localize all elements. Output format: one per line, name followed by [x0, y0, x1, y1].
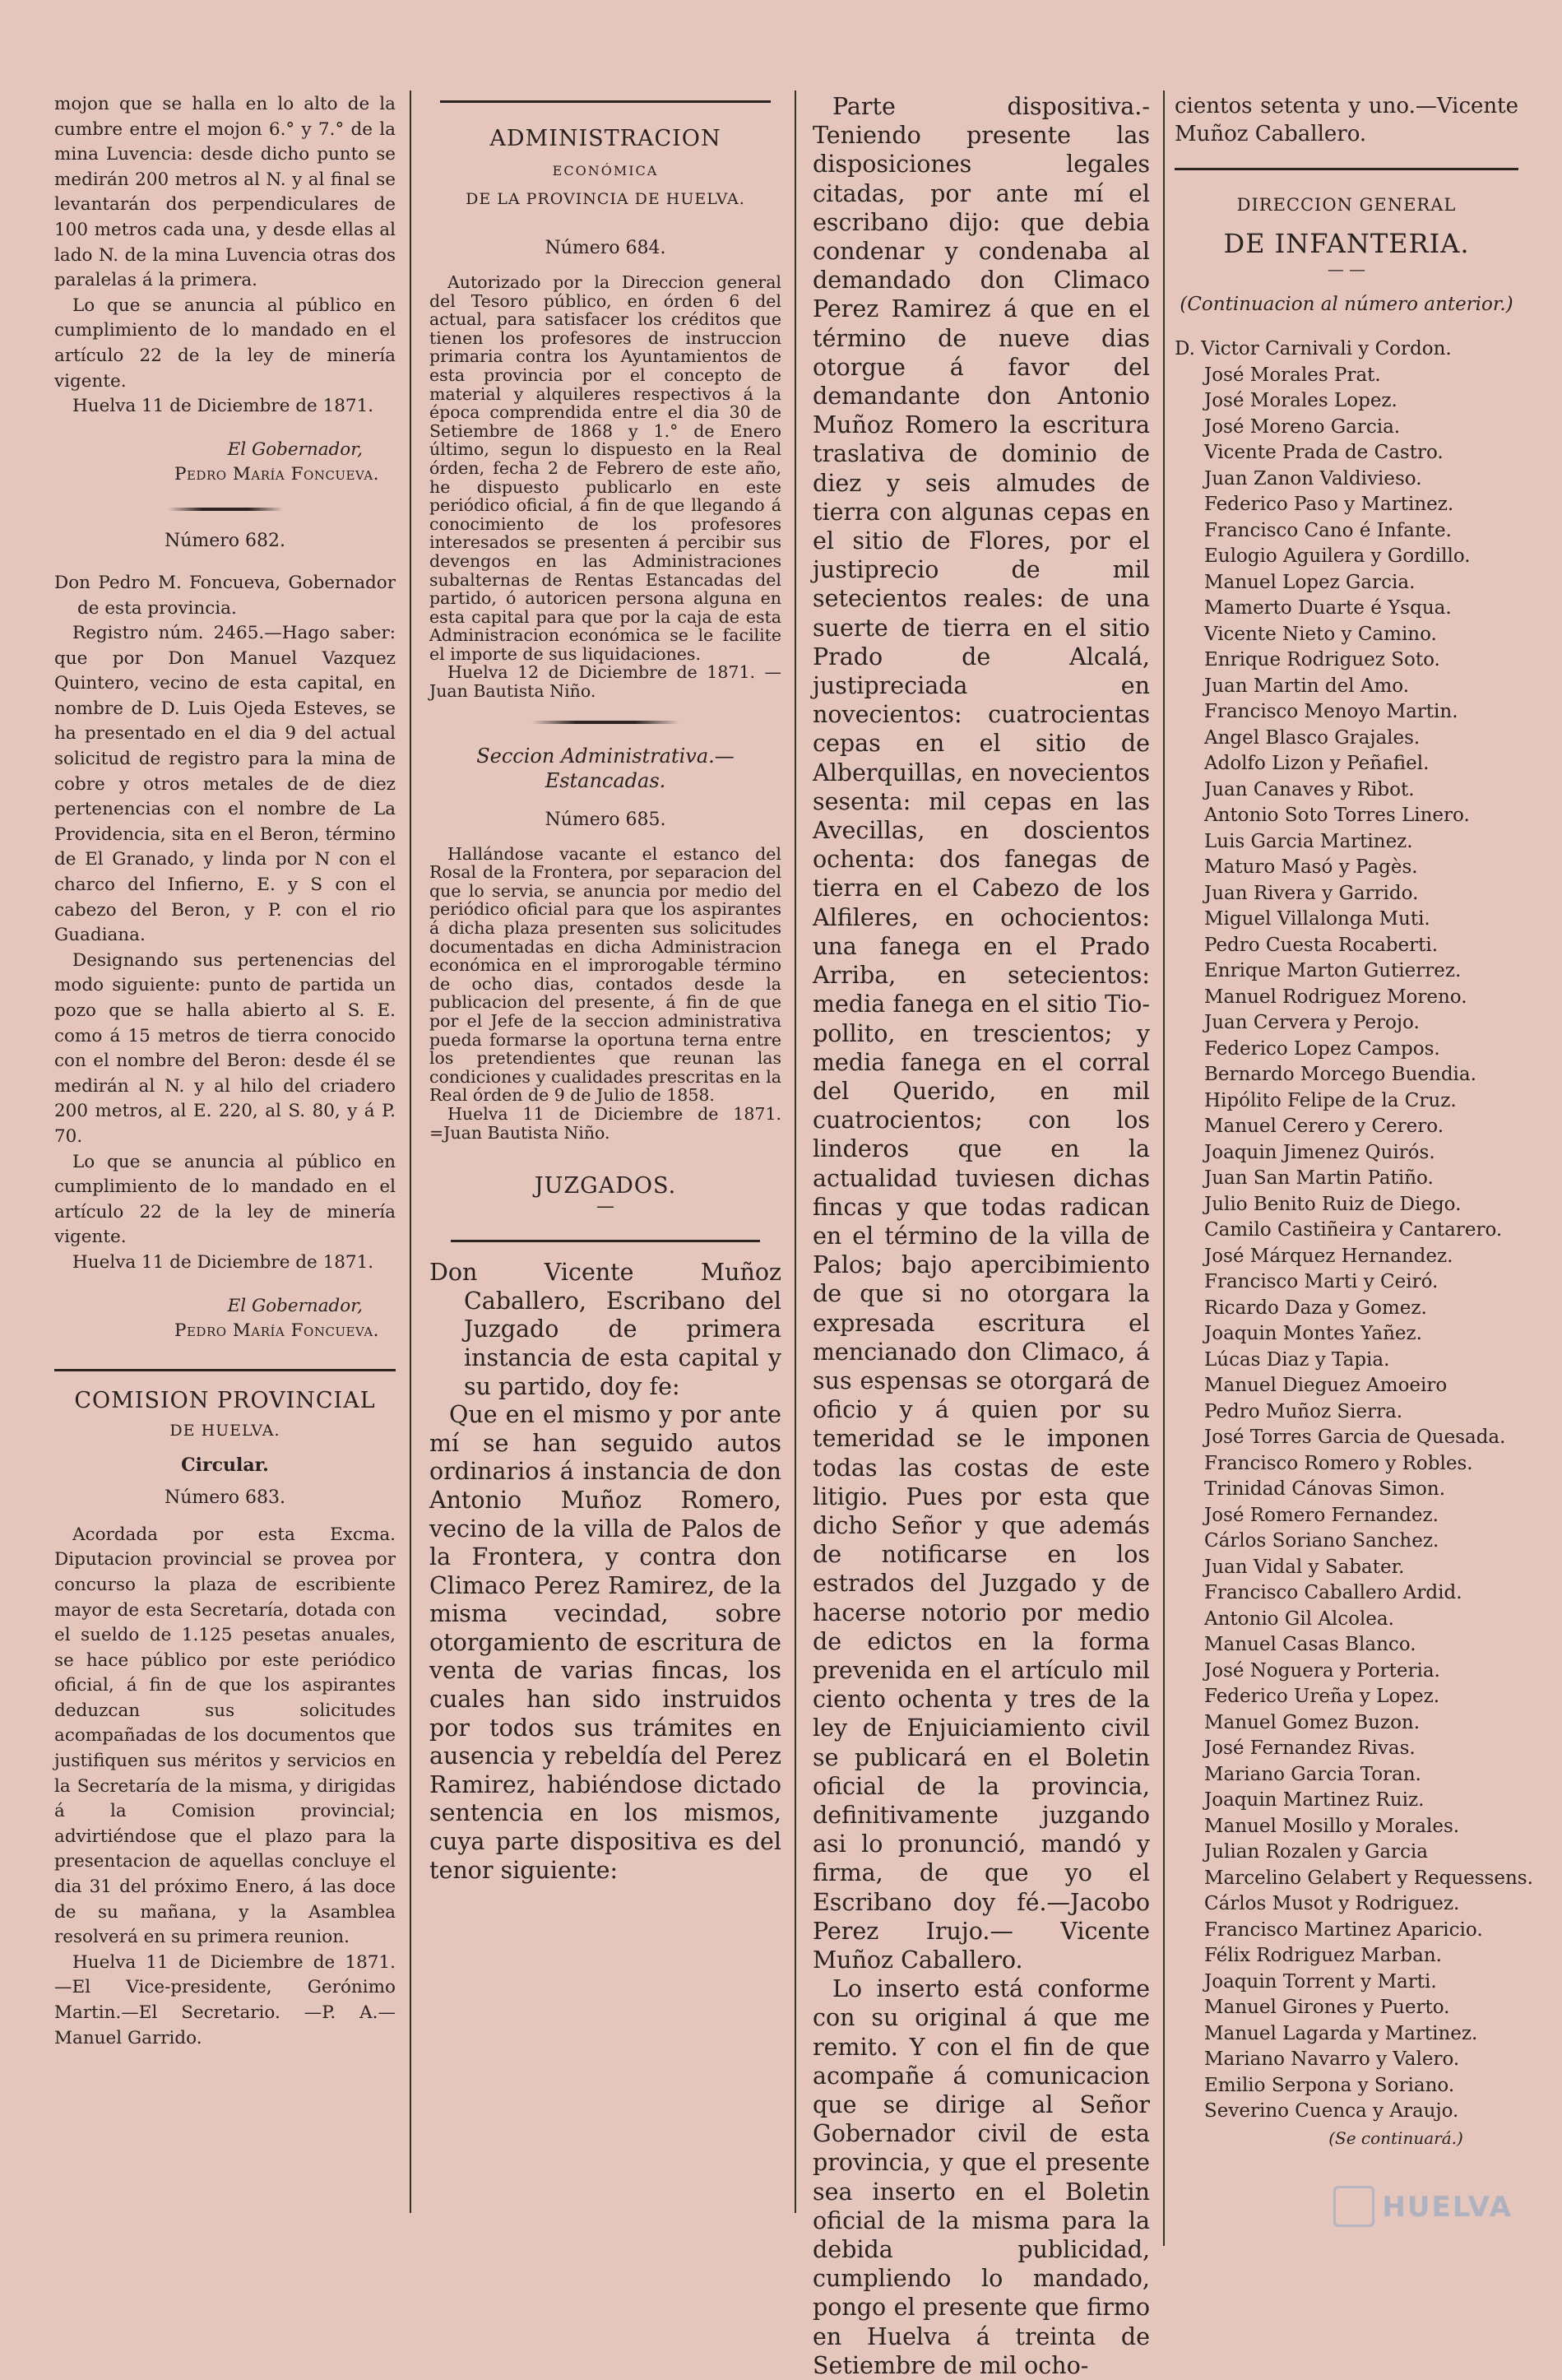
governor-title: El Gobernador,: [227, 438, 363, 460]
officer-name: Angel Blasco Grajales.: [1204, 726, 1421, 749]
officer-name: Mariano Garcia Toran.: [1204, 1763, 1421, 1785]
officer-name: Adolfo Lizon y Peñafiel.: [1204, 753, 1430, 774]
officer-name: Manuel Lopez Garcia.: [1204, 571, 1416, 593]
notice-number: Número 683.: [164, 1487, 286, 1508]
officer-name: Manuel Lagarda y Martinez.: [1204, 2022, 1478, 2044]
officer-name: Pedro Muñoz Sierra.: [1204, 1400, 1403, 1422]
certification-text: Lo inserto está conforme con su original á que me remito. Y con el fin de que acompañe á comunicacion que se dirige al Señor Gobernador civil de esta provincia, y que el presente sea inserto en el Boletin oficial de la misma para la debida publicidad, cumpliendo lo mandado, pongo el presente que firmo en Huelva á treinta de Setiembre de mil ocho-: [813, 1975, 1150, 2379]
judgment-text: Que en el mismo y por ante mí se han seguido autos ordinarios á instancia de don Antonio Muñoz Romero, vecino de la villa de Palos de la Frontera, y contra don Climaco Perez Ramirez, de la misma vecindad, sobre otorgamiento de escritura de venta de varias fincas, los cuales han sido instruidos por todos sus trámites en ausencia y rebeldía del Perez Ramirez, habiéndose dictado sentencia en los mismos, cuya parte dispositiva es del tenor siguiente:: [429, 1401, 781, 1884]
notary-closing: cientos setenta y uno.—Vicente Muñoz Caballero.: [1175, 94, 1518, 146]
officer-name: Antonio Gil Alcolea.: [1204, 1608, 1394, 1630]
registry-text: Registro núm. 2465.—Hago saber: que por Don Manuel Vazquez Quintero, vecino de esta capital, en nombre de D. Luis Ojeda Esteves, se ha presentado en el dia 9 del actual solicitud de registro para la mina de cobre y otros metales de de diez pertenencias con el nombre de La Providencia, sita en el Beron, término de El Granado, y linda por N con el charco del Infierno, E. y S con el cabezo del Beron, y P. con el rio Guadiana.: [54, 623, 396, 946]
estanco-text: Hallándose vacante el estanco del Rosal de la Frontera, por separacion del que lo servia, se anuncia por medio del periódico oficial para que los aspirantes á dicha plaza presenten sus solicitudes documentadas en dicha Administracion económica en el improrogable término de ocho dias, contados desde la publicacion del presente, á fin de que por el Jefe de la seccion administrativa pueda formarse la oportuna terna entre los pretendientes que reunan las condiciones y cualidades prescritas en la Real órden de 9 de Julio de 1858.: [429, 843, 781, 1106]
officer-list: [1175, 336, 1533, 2125]
continuation-note: (Continuacion al número anterior.): [1180, 294, 1513, 315]
officer-name: Bernardo Morcego Buendia.: [1204, 1064, 1476, 1085]
governor-signature: Pedro María Foncueva.: [174, 464, 379, 485]
officer-name: Francisco Menoyo Martin.: [1204, 701, 1458, 722]
column-divider: [410, 90, 411, 2213]
officer-name: José Noguera y Porteria.: [1204, 1659, 1440, 1682]
officer-name: Maturo Masó y Pagès.: [1204, 856, 1418, 878]
officer-name: Vicente Nieto y Camino.: [1204, 623, 1437, 645]
notice-number: Número 682.: [164, 530, 286, 551]
officer-name: Félix Rodriguez Marban.: [1204, 1945, 1442, 1966]
officer-name: Joaquin Montes Yañez.: [1204, 1323, 1422, 1344]
officer-name: José Márquez Hernandez.: [1204, 1245, 1453, 1267]
officer-name: Federico Paso y Martinez.: [1204, 494, 1454, 515]
governor-intro: Don Pedro M. Foncueva, Gobernador de esta provincia.: [54, 572, 396, 619]
officer-name: Julian Rozalen y Garcia: [1204, 1841, 1429, 1863]
officer-name: Juan Martin del Amo.: [1204, 675, 1410, 697]
officer-name: Mariano Navarro y Valero.: [1204, 2048, 1460, 2070]
officer-name: Manuel Cerero y Cerero.: [1204, 1116, 1444, 1137]
officer-name: Lúcas Diaz y Tapia.: [1204, 1348, 1390, 1371]
column-3: [813, 0, 1150, 2379]
mining-notice-1: Lo que se anuncia al público en cumplimiento de lo mandado en el artículo 22 de la ley de minería vigente.: [54, 295, 396, 392]
section-subtitle: ECONÓMICA: [552, 163, 659, 179]
date-line: Huelva 11 de Diciembre de 1871.: [72, 396, 374, 417]
officer-name: Francisco Romero y Robles.: [1204, 1452, 1473, 1474]
officer-name: Julio Benito Ruiz de Diego.: [1204, 1193, 1462, 1215]
signature-line: Huelva 12 de Diciembre de 1871. —Juan Bautista Niño.: [429, 662, 781, 702]
officer-name: Pedro Cuesta Rocaberti.: [1204, 934, 1439, 956]
ornament-rule: [531, 721, 679, 724]
column-4: [1175, 0, 1533, 2247]
column-1: [54, 0, 396, 2247]
officer-name: Hipólito Felipe de la Cruz.: [1204, 1089, 1457, 1111]
officer-name: José Romero Fernandez.: [1204, 1504, 1439, 1526]
officer-name: Miguel Villalonga Muti.: [1204, 908, 1430, 930]
section-subtitle: DE LA PROVINCIA DE HUELVA.: [466, 190, 745, 208]
officer-name: Severino Cuenca y Araujo.: [1204, 2100, 1459, 2122]
column-divider: [1163, 90, 1165, 2246]
section-subtitle: DE INFANTERIA.: [1223, 228, 1470, 259]
mining-text-1: mojon que se halla en lo alto de la cumbre entre el mojon 6.° y 7.° de la mina Luvencia: desde dicho punto se medirán 200 metros al N. y al final se levantarán dos perpendiculares de 100 metros cada una, y desde ellas al lado N. de la mina Luvencia otras dos paralelas á la primera.: [54, 94, 396, 291]
treasury-text: Autorizado por la Direccion general del Tesoro público, en órden 6 del actual, para satisfacer los créditos que tienen los profesores de instruccion primaria contra los Ayuntamientos de esta provincia por el concepto de material y alquileres respectivos á la época comprendida entre el dia 30 de Setiembre de 1868 y 1.° de Enero último, segun lo dispuesto en la Real órden, fecha 2 de Febrero de este año, he dispuesto publicarlo en este periódico oficial, á fin de que llegando á conocimiento de los profesores interesados se presenten á percibir sus devengos en las Administraciones subalternas de Rentas Estancadas del partido, ó autoricen persona alguna en esta capital para que por la caja de esta Administracion económica se le facilite el importe de sus liquidaciones.: [429, 272, 781, 664]
boundaries-text: Designando sus pertenencias del modo siguiente: punto de partida un pozo que se halla abierto al S. E. como á 15 metros de tierra conocido con el nombre del Beron: desde él se medirán al N. y al hilo del criadero 200 metros, al E. 220, al S. 80, y á P. 70.: [54, 949, 396, 1147]
officer-name: Joaquin Martinez Ruiz.: [1204, 1789, 1425, 1811]
column-divider: [795, 90, 796, 2213]
officer-name: José Torres Garcia de Quesada.: [1204, 1427, 1506, 1448]
officer-name: D. Victor Carnivali y Cordon.: [1175, 338, 1452, 360]
officer-name: Cárlos Musot y Rodriguez.: [1204, 1893, 1460, 1914]
officer-name: José Moreno Garcia.: [1204, 415, 1401, 438]
officer-name: Francisco Marti y Ceiró.: [1204, 1271, 1439, 1292]
officer-name: Juan Rivera y Garrido.: [1204, 882, 1419, 904]
officer-name: Eulogio Aguilera y Gordillo.: [1204, 545, 1471, 567]
officer-name: Enrique Marton Gutierrez.: [1204, 960, 1462, 981]
governor-title: El Gobernador,: [227, 1295, 363, 1316]
officer-name: Juan Zanon Valdivieso.: [1204, 467, 1422, 489]
officer-name: José Fernandez Rivas.: [1204, 1737, 1416, 1759]
notary-intro: Don Vicente Muñoz Caballero, Escribano del Juzgado de primera instancia de esta capital y su partido, doy fe:: [429, 1259, 781, 1400]
notice-number: Número 684.: [545, 238, 666, 258]
officer-name: Federico Lopez Campos.: [1204, 1037, 1440, 1060]
officer-name: Trinidad Cánovas Simon.: [1204, 1478, 1446, 1500]
officer-name: Federico Ureña y Lopez.: [1204, 1686, 1440, 1707]
section-title: Seccion Administrativa.—Estancadas.: [476, 744, 735, 792]
date-line: Huelva 11 de Diciembre de 1871.: [72, 1251, 374, 1273]
governor-signature: Pedro María Foncueva.: [174, 1320, 379, 1342]
officer-name: Manuel Rodriguez Moreno.: [1204, 986, 1467, 1008]
officer-name: José Morales Prat.: [1204, 364, 1381, 386]
officer-name: Mamerto Duarte é Ysqua.: [1204, 597, 1452, 619]
officer-name: Emilio Serpona y Soriano.: [1204, 2074, 1455, 2096]
officer-name: Francisco Cano é Infante.: [1204, 519, 1452, 541]
officer-name: Manuel Gomez Buzon.: [1204, 1711, 1421, 1733]
officer-name: Joaquin Torrent y Marti.: [1204, 1970, 1437, 1993]
archive-seal-icon: [1333, 2186, 1374, 2227]
column-2: [429, 0, 781, 2247]
notice-number: Número 685.: [545, 809, 666, 830]
officer-name: Enrique Rodriguez Soto.: [1204, 649, 1440, 670]
officer-name: Manuel Dieguez Amoeiro: [1204, 1375, 1448, 1396]
officer-name: Ricardo Daza y Gomez.: [1204, 1297, 1427, 1319]
title-dash: —: [596, 1196, 614, 1218]
officer-name: Juan San Martin Patiño.: [1204, 1167, 1434, 1189]
officer-name: Manuel Casas Blanco.: [1204, 1634, 1416, 1655]
section-title: DIRECCION GENERAL: [1236, 195, 1457, 215]
circular-heading: Circular.: [181, 1454, 269, 1476]
circular-text: Acordada por esta Excma. Diputacion provincial se provea por concurso la plaza de escribiente mayor de esta Secretaría, dotada con el sueldo de 1.125 pesetas anuales, se hace público por este periódico oficial, á fin de que los aspirantes deduzcan sus solicitudes acompañadas de los documentos que justifiquen sus méritos y servicios en la Secretaría de la misma, y dirigidas á la Comision provincial; advirtiéndose que el plazo para la presentacion de aquellas concluye el dia 31 del próximo Enero, á las doce de su mañana, y la Asamblea resolverá en su primera reunion.: [54, 1524, 396, 1948]
officer-name: Manuel Mosillo y Morales.: [1204, 1815, 1460, 1837]
officer-name: Luis Garcia Martinez.: [1204, 830, 1413, 852]
officer-name: Antonio Soto Torres Linero.: [1204, 805, 1470, 826]
signature-line: Huelva 11 de Diciembre de 1871. =Juan Bautista Niño.: [429, 1103, 781, 1143]
dispositive-text: Parte dispositiva.-Teniendo presente las disposiciones legales citadas, por ante mí el escribano dijo: que debia condenar y condenaba al demandado don Climaco Perez Ramirez á que en el término de nueve dias otorgue á favor del demandante don Antonio Muñoz Romero la escritura traslativa de dominio de diez y seis almudes de tierra con algunas cepas en el sitio de Flores, por el justiprecio de mil setecientos reales: de una suerte de tierra en el sitio Prado de Alcalá, justipreciada en novecientos: cuatrocientas cepas en el sitio de Alberquillas, en novecientos sesenta: mil cepas en las Avecillas, en doscientos ochenta: dos fanegas de tierra en el Cabezo de los Alfileres, en ochocientos: una fanega en el Prado Arriba, en setecientos: media fanega en el sitio Tio-pollito, en trescientos; y media fanega en el corral del Querido, en mil cuatrocientos; con los linderos que en la actualidad tuviesen dichas fincas y que todas radican en el término de la villa de Palos; bajo apercibimiento de que si no otorgara la expresada escritura el mencianado don Climaco, á sus espensas se otorgará de oficio y á quien por su temeridad se le imponen todas las costas de este litigio. Pues por esta que dicho Señor y que además de notificarse en los estrados del Juzgado y de hacerse notorio por medio de edictos en la forma prevenida en el artículo mil ciento ochenta y tres de la ley de Enjuiciamiento civil se publicará en el Boletin oficial de la provincia, definitivamente juzgando asi lo pronunció, mandó y firma, de que yo el Escribano doy fé.—Jacobo Perez Irujo.— Vicente Muñoz Caballero.: [813, 93, 1150, 1974]
officer-name: José Morales Lopez.: [1204, 390, 1397, 411]
officer-name: Joaquin Jimenez Quirós.: [1204, 1141, 1435, 1163]
officer-name: Juan Cervera y Perojo.: [1204, 1012, 1420, 1033]
section-title: JUZGADOS.: [534, 1173, 677, 1199]
officer-name: Marcelino Gelabert y Requessens.: [1204, 1867, 1533, 1889]
section-title: ADMINISTRACION: [489, 126, 721, 151]
officer-name: Francisco Martinez Aparicio.: [1204, 1918, 1483, 1941]
circular-signatures: Huelva 11 de Diciembre de 1871. —El Vice-presidente, Gerónimo Martin.—El Secretario. —P. A.— Manuel Garrido.: [54, 1951, 396, 2048]
mining-notice-2: Lo que se anuncia al público en cumplimiento de lo mandado en el artículo 22 de la ley de minería vigente.: [54, 1151, 396, 1248]
archive-watermark: HUELVA: [1382, 2191, 1513, 2224]
section-title: COMISION PROVINCIAL: [74, 1387, 376, 1413]
title-dash: — —: [1327, 259, 1366, 279]
continued-note: (Se continuará.): [1328, 2127, 1463, 2148]
officer-name: Camilo Castiñeira y Cantarero.: [1204, 1219, 1503, 1241]
officer-name: Cárlos Soriano Sanchez.: [1204, 1530, 1439, 1552]
officer-name: Juan Canaves y Ribot.: [1204, 778, 1415, 800]
section-subtitle: DE HUELVA.: [169, 1421, 280, 1440]
officer-name: Vicente Prada de Castro.: [1204, 442, 1444, 463]
ornament-rule: [168, 508, 283, 511]
officer-name: Juan Vidal y Sabater.: [1204, 1556, 1405, 1578]
officer-name: Manuel Girones y Puerto.: [1204, 1997, 1450, 2018]
officer-name: Francisco Caballero Ardid.: [1204, 1582, 1462, 1603]
